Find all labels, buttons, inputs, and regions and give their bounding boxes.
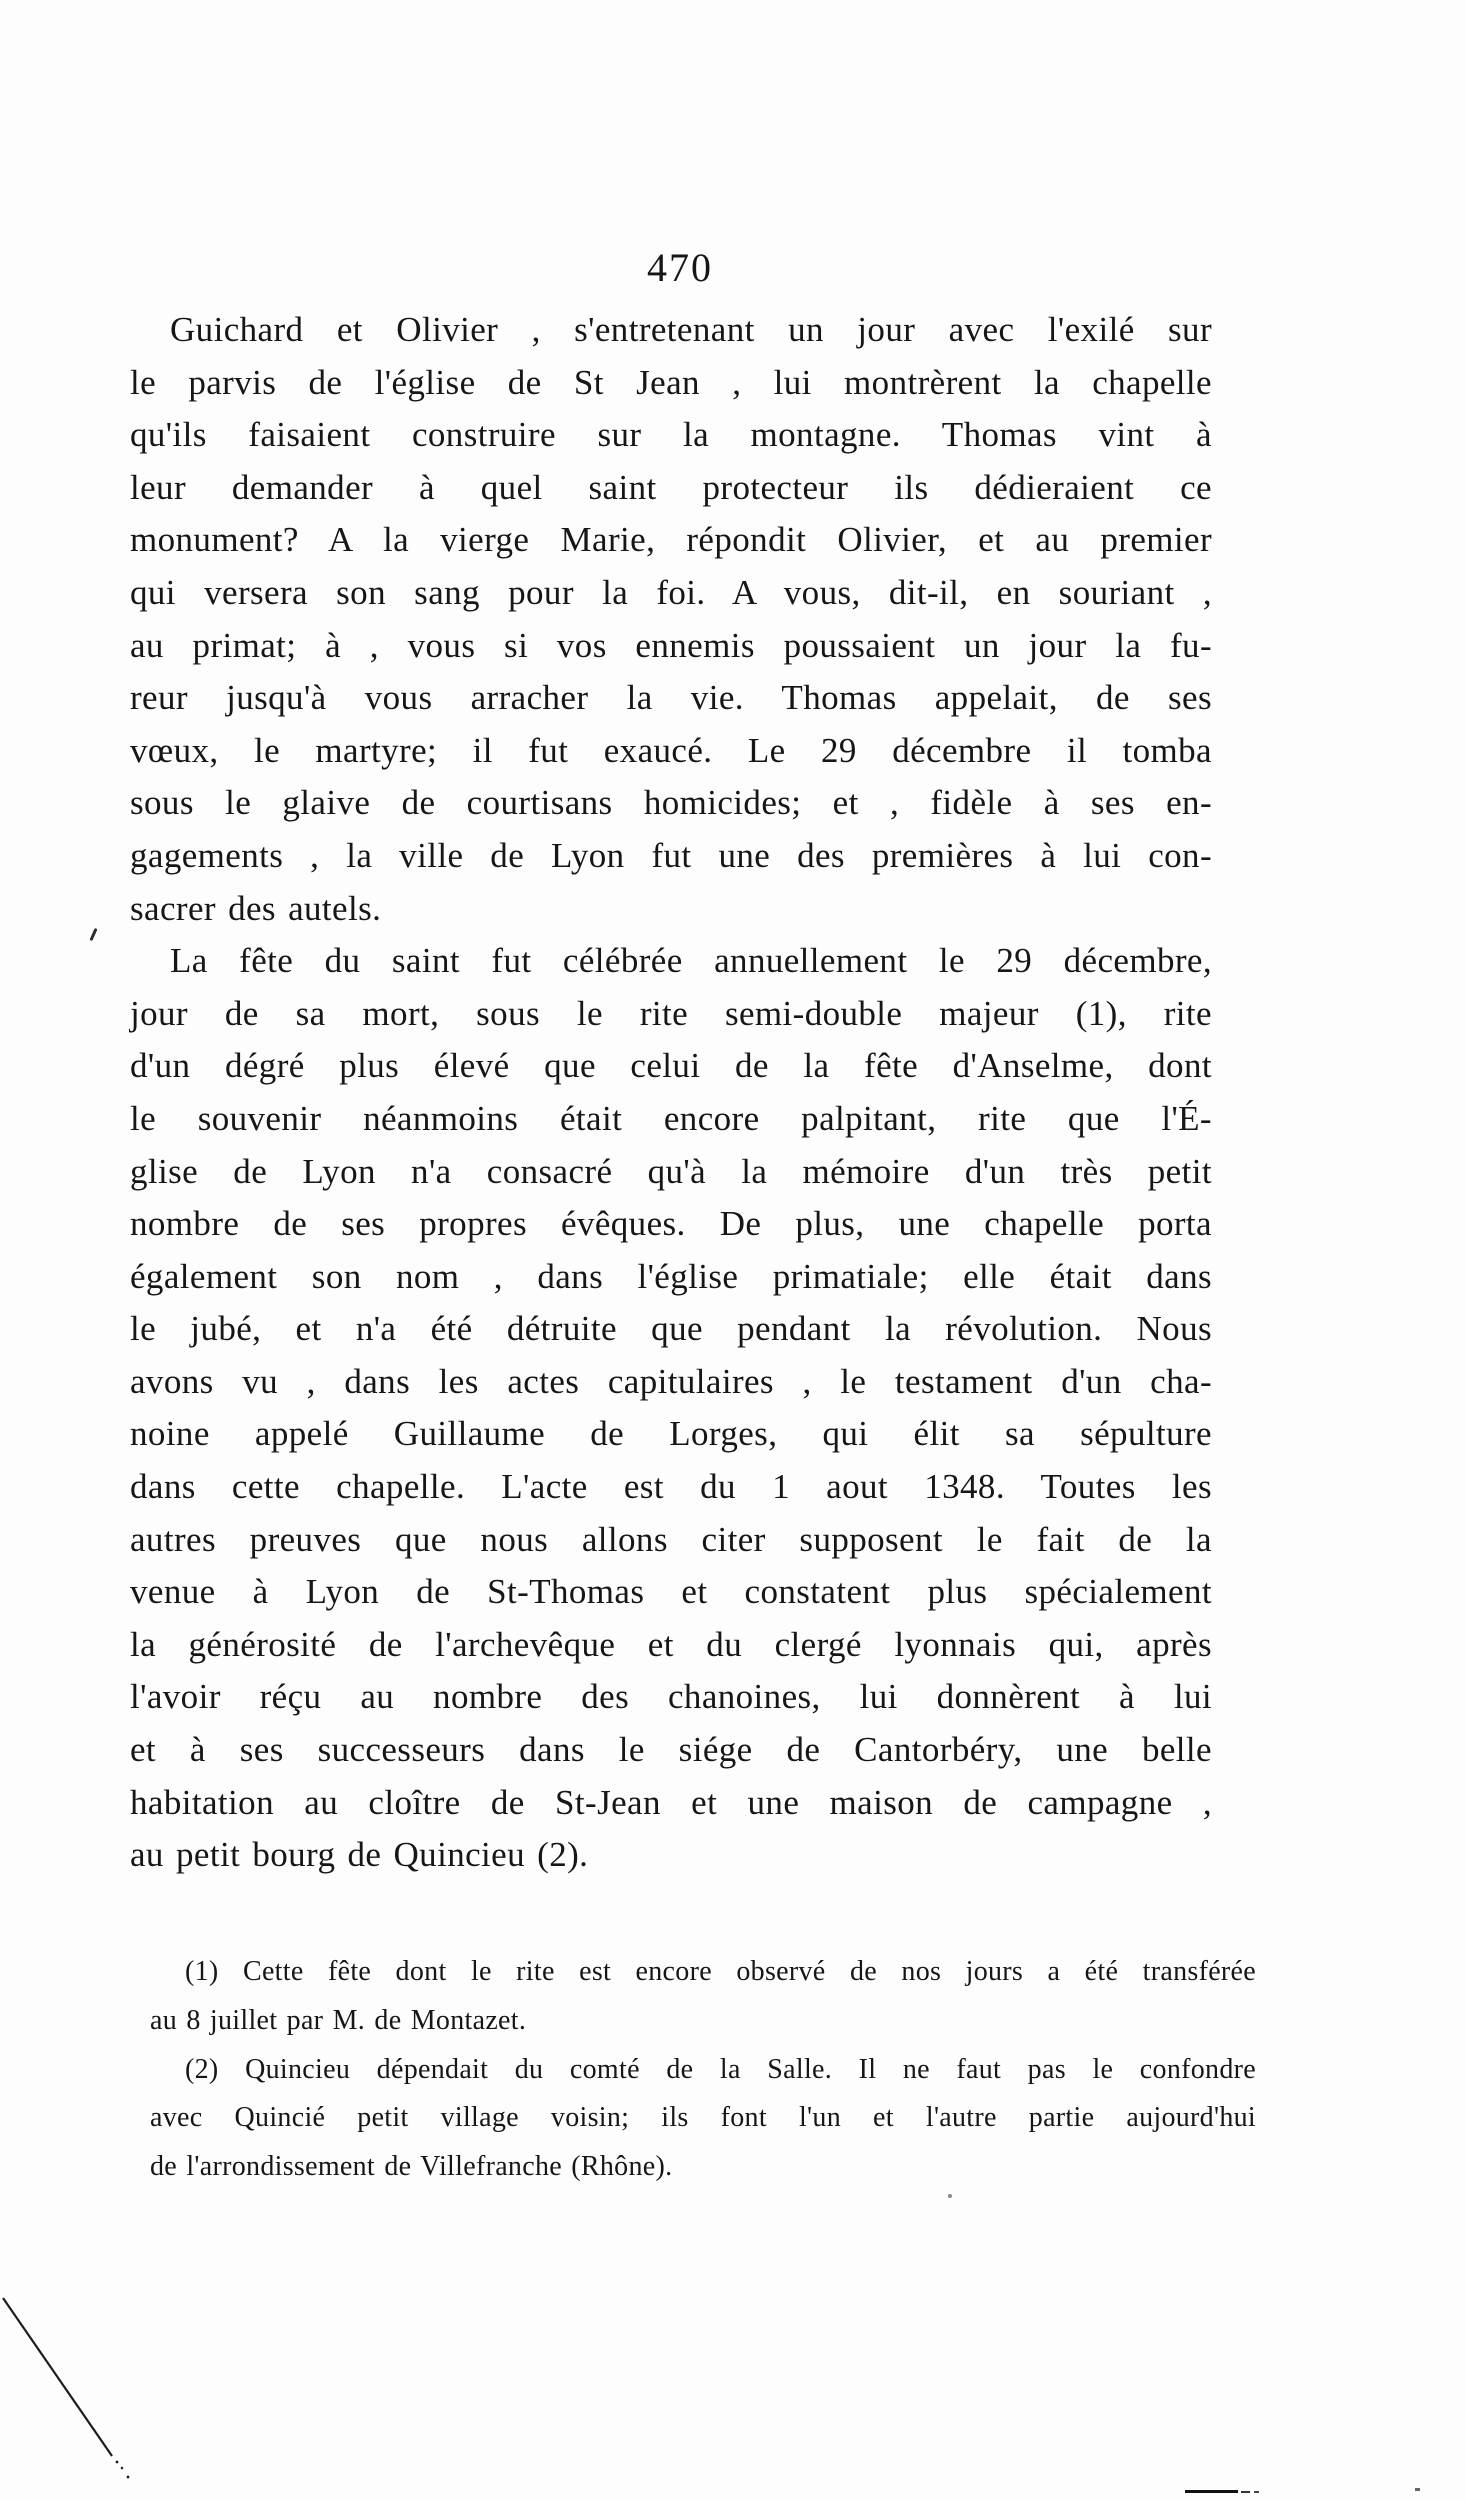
scratch-mark (0, 2290, 140, 2490)
footnote-line: de l'arrondissement de Villefranche (Rhône). (150, 2151, 673, 2183)
text-line: qu'ils faisaient construire sur la montagne. Thomas vint à (130, 415, 1212, 455)
text-line: d'un dégré plus élevé que celui de la fête d'Anselme, dont (130, 1046, 1212, 1086)
text-line: et à ses successeurs dans le siége de Cantorbéry, une belle (130, 1730, 1212, 1770)
text-line: jour de sa mort, sous le rite semi-double majeur (1), rite (130, 993, 1212, 1033)
text-line: le souvenir néanmoins était encore palpitant, rite que l'É- (130, 1098, 1212, 1138)
page-number: 470 (647, 245, 713, 290)
text-line: sacrer des autels. (130, 888, 382, 928)
ink-smudge (1254, 2491, 1259, 2493)
text-line: noine appelé Guillaume de Lorges, qui élit sa sépulture (130, 1414, 1212, 1454)
text-line: au petit bourg de Quincieu (2). (130, 1835, 589, 1875)
ink-smudge (1185, 2490, 1238, 2493)
text-line: également son nom , dans l'église primatiale; elle était dans (130, 1256, 1212, 1296)
text-line: dans cette chapelle. L'acte est du 1 aout 1348. Toutes les (130, 1467, 1212, 1507)
text-line: glise de Lyon n'a consacré qu'à la mémoire d'un très petit (130, 1151, 1212, 1191)
ink-smudge (1241, 2491, 1250, 2493)
text-line: reur jusqu'à vous arracher la vie. Thomas appelait, de ses (130, 678, 1212, 718)
footnote-line: avec Quincié petit village voisin; ils font l'un et l'autre partie aujourd'hui (150, 2102, 1256, 2134)
footnote-line: au 8 juillet par M. de Montazet. (150, 2004, 527, 2036)
main-text (130, 304, 1212, 1882)
footnote-line: (1) Cette fête dont le rite est encore observé de nos jours a été transférée (185, 1956, 1256, 1987)
paper-speck (948, 2194, 952, 2198)
text-line: vœux, le martyre; il fut exaucé. Le 29 décembre il tomba (130, 730, 1212, 770)
text-line: leur demander à quel saint protecteur ils dédieraient ce (130, 467, 1212, 507)
text-line: La fête du saint fut célébrée annuellement le 29 décembre, (170, 941, 1212, 981)
text-line: Guichard et Olivier , s'entretenant un jour avec l'exilé sur (170, 310, 1212, 349)
text-line: nombre de ses propres évêques. De plus, une chapelle porta (130, 1204, 1212, 1244)
text-line: qui versera son sang pour la foi. A vous, dit-il, en souriant , (130, 572, 1212, 612)
text-line: habitation au cloître de St-Jean et une maison de campagne , (130, 1782, 1212, 1822)
text-line: autres preuves que nous allons citer supposent le fait de la (130, 1519, 1212, 1559)
text-line: l'avoir réçu au nombre des chanoines, lui donnèrent à lui (130, 1677, 1212, 1717)
text-line: le jubé, et n'a été détruite que pendant la révolution. Nous (130, 1309, 1212, 1349)
paper-speck (1415, 2488, 1420, 2491)
text-line: gagements , la ville de Lyon fut une des premières à lui con- (130, 835, 1212, 875)
text-line: la générosité de l'archevêque et du clergé lyonnais qui, après (130, 1624, 1212, 1664)
footnote-line: (2) Quincieu dépendait du comté de la Salle. Il ne faut pas le confondre (185, 2053, 1256, 2085)
margin-mark (89, 928, 97, 941)
footnotes (150, 1948, 1256, 2192)
text-line: monument? A la vierge Marie, répondit Olivier, et au premier (130, 520, 1212, 560)
text-line: au primat; à , vous si vos ennemis poussaient un jour la fu- (130, 625, 1212, 665)
text-line: venue à Lyon de St-Thomas et constatent plus spécialement (130, 1572, 1212, 1612)
text-line: avons vu , dans les actes capitulaires , le testament d'un cha- (130, 1361, 1212, 1401)
text-line: le parvis de l'église de St Jean , lui montrèrent la chapelle (130, 362, 1212, 402)
text-line: sous le glaive de courtisans homicides; et , fidèle à ses en- (130, 783, 1212, 823)
